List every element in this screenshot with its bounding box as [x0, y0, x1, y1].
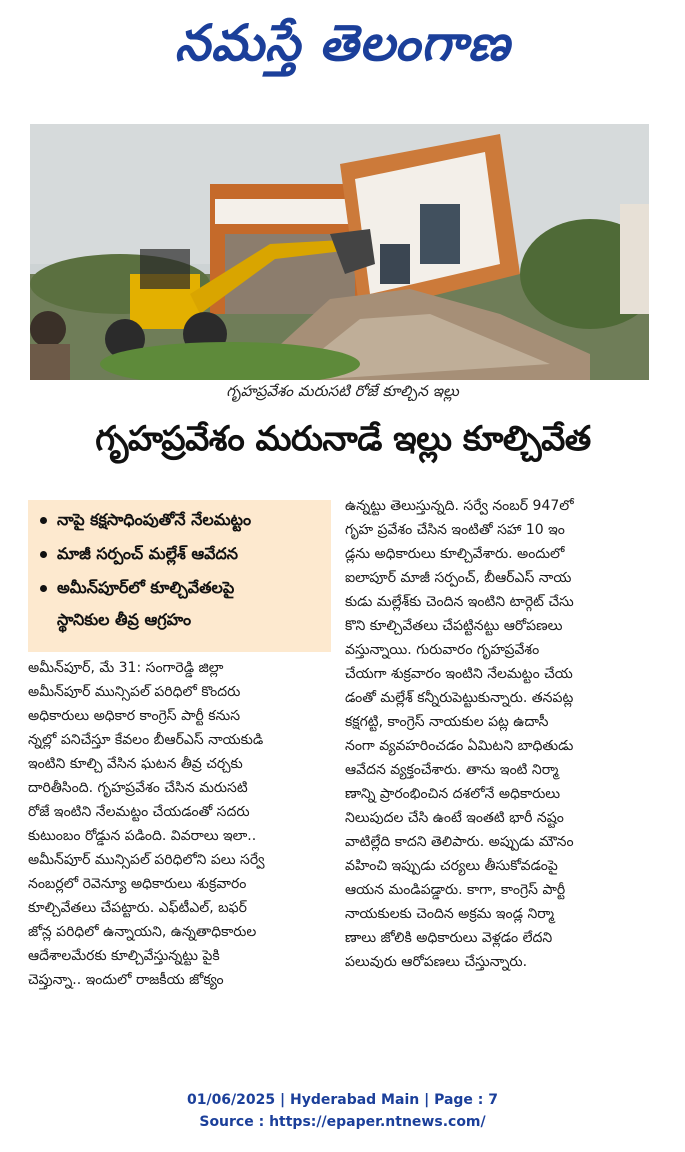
article-line: నాయకులకు చెందిన అక్రమ ఇండ్ల నిర్మా: [345, 906, 554, 922]
article-line: కొని కూల్చివేతలు చేపట్టినట్టు ఆరోపణలు: [345, 618, 563, 634]
edition-info: 01/06/2025 | Hyderabad Main | Page : 7: [186, 1092, 499, 1108]
article-line: రోజే ఇంటిని నేలమట్టం చేయడంతో సదరు: [28, 804, 250, 820]
article-line: డ్లను అధికారులు కూల్చివేశారు. అందులో: [345, 546, 565, 562]
article-line: వహించి ఇప్పుడు చర్యలు తీసుకోవడంపై: [345, 858, 558, 874]
article-line: గృహ ప్రవేశం చేసిన ఇంటితో సహా 10 ఇం: [345, 522, 565, 538]
article-line: వాటిల్లేది కాదని తెలిపారు. అప్పుడు మౌనం: [345, 834, 574, 850]
article-line: ఐలాపూర్ మాజీ సర్పంచ్, బీఆర్‌ఎస్ నాయ: [345, 570, 572, 586]
article-line: కూల్చివేతలు చేపట్టారు. ఎఫ్‌టీఎల్, బఫర్: [28, 900, 247, 916]
article-line: ఆవేదన వ్యక్తంచేశారు. తాను ఇంటి నిర్మా: [345, 762, 559, 778]
article-line: న్నల్లో పనిచేస్తూ కేవలం బీఆర్‌ఎస్ నాయకుడి: [28, 732, 264, 748]
headline: గృహప్రవేశం మరునాడే ఇల్లు కూల్చివేత: [95, 419, 591, 459]
article-column-right: [345, 494, 655, 974]
article-line: ణాన్ని ప్రారంభించిన దశలోనే అధికారులు: [345, 786, 561, 802]
highlights-box: [28, 500, 331, 652]
article-line: ఇంటిని కూల్చి వేసిన ఘటన తీవ్ర చర్చకు: [28, 756, 243, 772]
highlight-item-continuation: స్థానికుల తీవ్ర ఆగ్రహం: [57, 610, 192, 629]
article-line: ఆయన మండిపడ్డారు. కాగా, కాంగ్రెస్ పార్టీ: [345, 882, 566, 898]
article-line: నంగా వ్యవహరించడం ఏమిటని బాధితుడు: [345, 738, 574, 754]
highlight-item: నాపై కక్షసాధింపుతోనే నేలమట్టం: [40, 510, 251, 533]
source-link[interactable]: Source : https://epaper.ntnews.com/: [199, 1114, 486, 1130]
article-line: జోన్ల పరిధిలో ఉన్నాయని, ఉన్నతాధికారుల: [28, 924, 257, 940]
article-line: ణాలు జోలికి అధికారులు వెళ్లడం లేదని: [345, 930, 553, 946]
article-line: అమీన్‌పూర్, మే 31: సంగారెడ్డి జిల్లా: [28, 660, 224, 676]
article-line: అధికారులు అధికార కాంగ్రెస్ పార్టీ కనుస: [28, 708, 241, 724]
article-line: కక్షగట్టి, కాంగ్రెస్ నాయకుల పట్ల ఉదాసీ: [345, 714, 549, 730]
article-line: అమీన్‌పూర్ మున్సిపల్ పరిధిలో కొందరు: [28, 684, 241, 700]
article-line: డంతో మల్లేశ్ కన్నీరుపెట్టుకున్నారు. తనపట్ల: [345, 690, 574, 706]
article-line: దారితీసింది. గృహప్రవేశం చేసిన మరుసటి: [28, 780, 248, 796]
demolition-photo: [30, 124, 649, 380]
article-column-left: [28, 656, 333, 992]
bullet-icon: [40, 517, 47, 524]
bullet-icon: [40, 585, 47, 592]
article-line: ఉన్నట్టు తెలుస్తున్నది. సర్వే నంబర్ 947లో: [345, 498, 574, 514]
article-line: చేయగా శుక్రవారం ఇంటిని నేలమట్టం చేయ: [345, 666, 573, 682]
article-line: అమీన్‌పూర్ మున్సిపల్ పరిధిలోని పలు సర్వే: [28, 852, 265, 868]
article-line: నంబర్లలో రెవెన్యూ అధికారులు శుక్రవారం: [28, 876, 247, 892]
article-line: ఆదేశాలమేరకు కూల్చివేస్తున్నట్టు పైకి: [28, 948, 220, 964]
highlight-item: మాజీ సర్పంచ్ మల్లేశ్ ఆవేదన: [40, 544, 238, 567]
bullet-icon: [40, 551, 47, 558]
article-line: కుటుంబం రోడ్డున పడింది. వివరాలు ఇలా..: [28, 828, 257, 844]
article-line: వస్తున్నాయి. గురువారం గృహప్రవేశం: [345, 642, 540, 658]
article-line: చెప్తున్నా.. ఇందులో రాజకీయ జోక్యం: [28, 972, 224, 988]
newspaper-masthead: నమస్తే తెలంగాణ: [174, 14, 511, 72]
highlight-item: అమీన్‌పూర్‌లో కూల్చివేతలపై: [40, 578, 234, 601]
article-line: పలువురు ఆరోపణలు చేస్తున్నారు.: [345, 954, 528, 970]
article-line: కుడు మల్లేశ్‌కు చెందిన ఇంటిని టార్గెట్ చేసు: [345, 594, 574, 610]
photo-caption: గృహప్రవేశం మరుసటి రోజే కూల్చిన ఇల్లు: [226, 382, 459, 400]
article-line: నిలుపుదల చేసి ఉంటే ఇంతటి భారీ నష్టం: [345, 810, 564, 826]
